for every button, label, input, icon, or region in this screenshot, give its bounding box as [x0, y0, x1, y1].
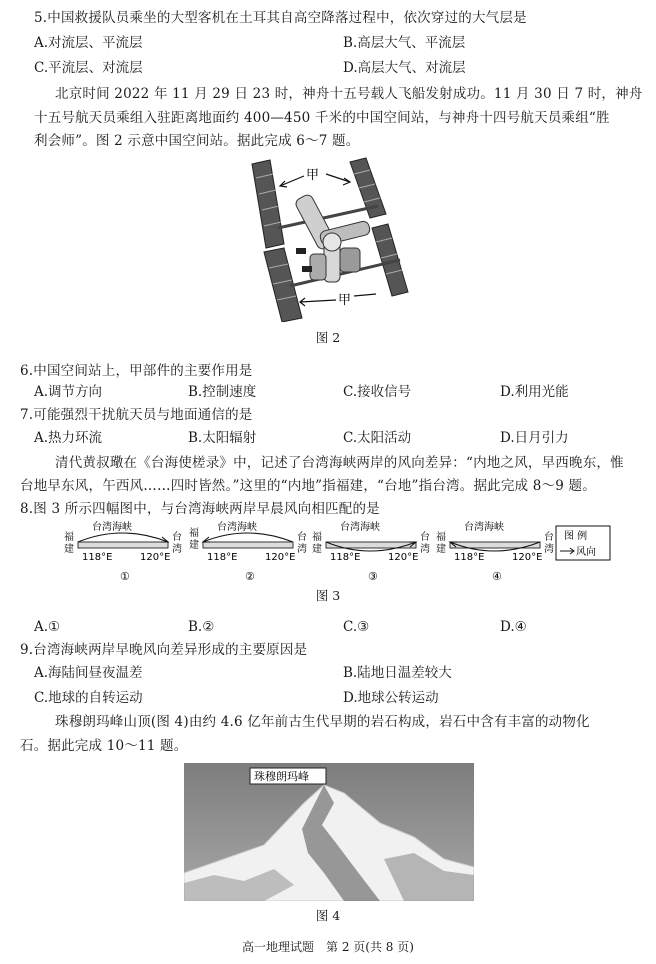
- q7-option-d: D.日月引力: [500, 430, 569, 446]
- panel1-fujian-1: 福: [64, 532, 74, 543]
- q5-option-b: B.高层大气、平流层: [343, 35, 466, 51]
- panel1-wind-arrow: [78, 533, 168, 542]
- panel1-number: ①: [120, 570, 130, 583]
- panel4-strait-label: 台湾海峡: [464, 522, 504, 533]
- panel4-lon-118: 118°E: [454, 552, 485, 563]
- q8-option-b: B.②: [188, 619, 215, 635]
- passage1-line3: 利会师”。图 2 示意中国空间站。据此完成 6～7 题。: [34, 133, 360, 149]
- wind-panel-2: [189, 520, 307, 583]
- panel1-taiwan-1: 台: [172, 532, 182, 543]
- q7-option-b: B.太阳辐射: [188, 430, 257, 446]
- q7-option-a: A.热力环流: [34, 430, 103, 446]
- panel2-fujian-2: 建: [189, 540, 199, 551]
- q6-option-c: C.接收信号: [343, 384, 412, 400]
- panel4-fujian-1: 福: [436, 532, 446, 543]
- wind-panel-1: [64, 520, 182, 583]
- panel4-number: ④: [492, 570, 502, 583]
- fig2-caption: 图 2: [315, 330, 341, 345]
- q9-option-b: B.陆地日温差较大: [343, 665, 452, 681]
- legend-title: 图 例: [564, 531, 588, 542]
- panel3-taiwan-2: 湾: [420, 544, 430, 555]
- everest-photo: [184, 763, 474, 901]
- panel2-lon-118: 118°E: [207, 552, 238, 563]
- everest-label: 珠穆朗玛峰: [254, 770, 309, 783]
- q7-stem: 7.可能强烈干扰航天员与地面通信的是: [20, 407, 253, 423]
- q5-stem: 5.中国救援队员乘坐的大型客机在土耳其自高空降落过程中，依次穿过的大气层是: [34, 10, 527, 26]
- page-footer: 高一地理试题 第 2 页(共 8 页): [242, 940, 414, 954]
- label-jia-bottom: 甲: [338, 293, 352, 308]
- panel2-taiwan-2: 湾: [297, 544, 307, 555]
- panel4-taiwan-2: 湾: [544, 544, 554, 555]
- legend-item: 风向: [576, 547, 596, 558]
- passage1-line1: 北京时间 2022 年 11 月 29 日 23 时，神舟十五号载人飞船发射成功。11 月 30 日 7 时，神舟: [55, 86, 643, 102]
- panel3-fujian-2: 建: [312, 544, 322, 555]
- panel1-strait-label: 台湾海峡: [92, 522, 132, 533]
- panel3-taiwan-1: 台: [420, 532, 430, 543]
- panel2-wind-arrow: [203, 533, 293, 542]
- q6-option-a: A.调节方向: [34, 384, 103, 400]
- q8-option-c: C.③: [343, 619, 370, 635]
- space-station-figure: [244, 156, 410, 322]
- q7-option-c: C.太阳活动: [343, 430, 412, 446]
- panel2-taiwan-1: 台: [297, 532, 307, 543]
- panel2-lon-120: 120°E: [265, 552, 296, 563]
- panel4-lon-120: 120°E: [512, 552, 543, 563]
- panel1-lon-118: 118°E: [82, 552, 113, 563]
- panel1-fujian-2: 建: [64, 544, 74, 555]
- wind-direction-figure: [64, 520, 612, 586]
- passage2-line1: 清代黄叔璥在《台海使槎录》中，记述了台湾海峡两岸的风向差异：“内地之风，早西晚东，惟: [55, 455, 624, 471]
- passage2-line2: 台地早东风，午西风……四时皆然。”这里的“内地”指福建，“台地”指台湾。据此完成 8～9 题。: [20, 478, 596, 494]
- q5-option-c: C.平流层、对流层: [34, 60, 143, 76]
- q6-option-b: B.控制速度: [188, 384, 257, 400]
- panel2-strait-label: 台湾海峡: [217, 522, 257, 533]
- passage3-line1: 珠穆朗玛峰山顶(图 4)由约 4.6 亿年前古生代早期的岩石构成，岩石中含有丰富的动物化: [55, 714, 590, 730]
- q8-option-a: A.①: [34, 619, 61, 635]
- panel1-lon-120: 120°E: [140, 552, 171, 563]
- passage1-line2: 十五号航天员乘组入驻距离地面约 400—450 千米的中国空间站，与神舟十四号航天员乘组“胜: [34, 110, 610, 126]
- q5-option-a: A.对流层、平流层: [34, 35, 143, 51]
- q9-option-a: A.海陆间昼夜温差: [34, 665, 143, 681]
- q6-option-d: D.利用光能: [500, 384, 569, 400]
- q8-option-d: D.④: [500, 619, 527, 635]
- wind-panel-4: [436, 520, 554, 583]
- fig3-caption: 图 3: [315, 588, 341, 603]
- panel3-lon-120: 120°E: [388, 552, 419, 563]
- q5-option-d: D.高层大气、对流层: [343, 60, 466, 76]
- q6-stem: 6.中国空间站上，甲部件的主要作用是: [20, 363, 253, 379]
- panel2-number: ②: [245, 570, 255, 583]
- q9-option-d: D.地球公转运动: [343, 690, 439, 706]
- panel3-strait-label: 台湾海峡: [340, 522, 380, 533]
- q8-stem: 8.图 3 所示四幅图中，与台湾海峡两岸早晨风向相匹配的是: [20, 501, 380, 517]
- q9-stem: 9.台湾海峡两岸早晚风向差异形成的主要原因是: [20, 642, 308, 658]
- wind-panel-3: [312, 520, 430, 583]
- panel1-strait-band: [78, 542, 168, 548]
- q9-option-c: C.地球的自转运动: [34, 690, 143, 706]
- panel2-strait-band: [203, 542, 293, 548]
- panel3-number: ③: [368, 570, 378, 583]
- passage3-line2: 石。据此完成 10～11 题。: [20, 738, 188, 754]
- label-jia-top: 甲: [306, 168, 320, 183]
- panel2-fujian-1: 福: [189, 528, 199, 539]
- panel3-fujian-1: 福: [312, 532, 322, 543]
- fig4-caption: 图 4: [315, 908, 341, 923]
- panel4-taiwan-1: 台: [544, 532, 554, 543]
- fig3-legend: [556, 526, 610, 560]
- panel3-lon-118: 118°E: [330, 552, 361, 563]
- panel1-taiwan-2: 湾: [172, 544, 182, 555]
- panel4-fujian-2: 建: [436, 544, 446, 555]
